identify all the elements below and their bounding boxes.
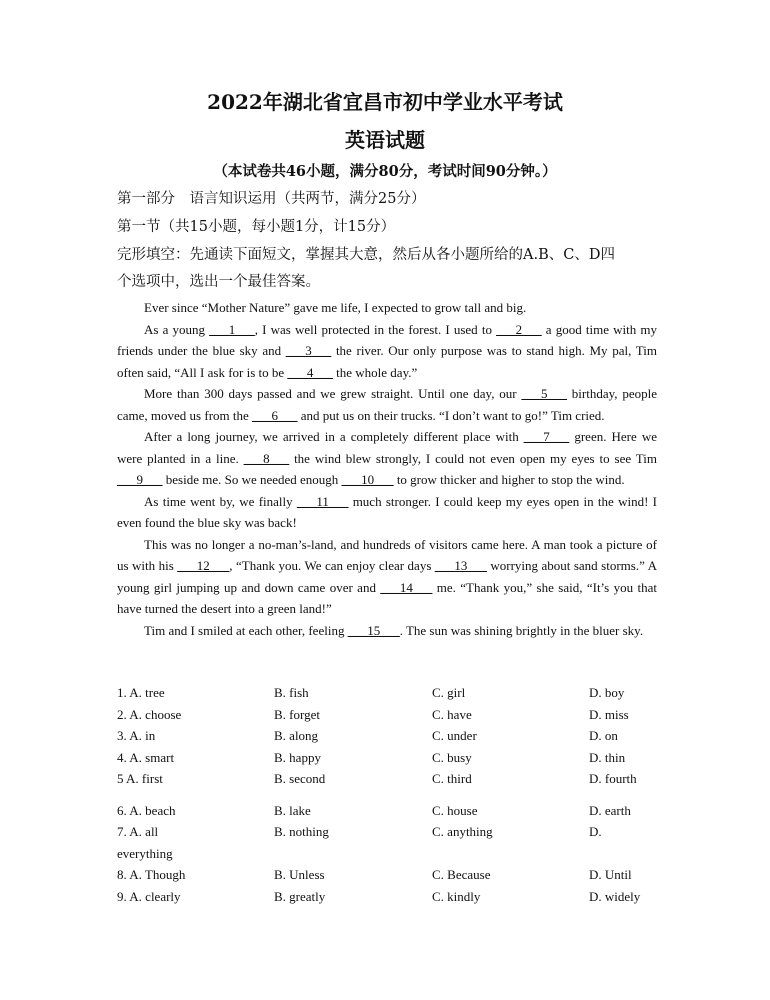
option-d[interactable]: D.	[589, 824, 602, 839]
option-d[interactable]: D. fourth	[589, 771, 637, 786]
option-b[interactable]: B. happy	[274, 749, 321, 765]
passage-paragraph-3	[117, 383, 657, 426]
passage-text: to grow thicker and higher to stop the wind.	[393, 472, 625, 487]
blank-2: ___2___	[496, 321, 542, 337]
option-d[interactable]: D. thin	[589, 749, 626, 765]
blank-7: ___7___	[523, 429, 570, 444]
passage-paragraph-2	[117, 319, 657, 384]
option-b[interactable]: B. forget	[274, 706, 320, 722]
exam-subtitle: 英语试题	[345, 128, 425, 152]
option-c[interactable]: C. under	[432, 728, 477, 743]
passage-text: birthday, people came, moved us from the	[117, 386, 657, 423]
option-c[interactable]: C. have	[432, 706, 472, 722]
option-b[interactable]: B. lake	[274, 802, 311, 818]
blank-4: ___4___	[287, 364, 333, 380]
passage-text: . The sun was shining brightly in the bluer sky.	[399, 622, 644, 638]
option-row-4	[117, 747, 657, 769]
option-a[interactable]: 8. A. Though	[117, 867, 186, 882]
option-a[interactable]: 7. A. all	[117, 824, 159, 839]
blank-5: ___5___	[521, 386, 567, 401]
exam-note: （本试卷共46小题，满分80分，考试时间90分钟。）	[213, 163, 557, 180]
answer-options	[117, 682, 657, 907]
option-row-2	[117, 704, 657, 726]
passage-text: me. “Thank you,” she said, “It’s you that have turned the desert into a green land!”	[117, 579, 658, 616]
option-a[interactable]: 2. A. choose	[117, 706, 182, 722]
passage-text: green. Here we were planted in a line.	[117, 429, 657, 466]
option-row-3	[117, 725, 657, 747]
option-d[interactable]: D. on	[589, 728, 618, 743]
option-d-wrapped-text[interactable]: everything	[117, 845, 173, 861]
blank-11: ___11___	[296, 493, 349, 509]
option-row-9	[117, 886, 657, 908]
option-d[interactable]: D. widely	[589, 888, 641, 904]
passage-text: , “Thank you. We can enjoy clear days	[229, 558, 435, 573]
passage-text: a good time with my friends under the blue sky and	[117, 321, 658, 358]
passage-text: , I was well protected in the forest. I used to	[254, 321, 497, 337]
option-row-8	[117, 864, 657, 886]
passage-text: Ever since “Mother Nature” gave me life, I expected to grow tall and big.	[144, 300, 527, 315]
blank-1: ___1___	[209, 321, 255, 337]
passage-paragraph-4	[117, 426, 657, 491]
passage-text: After a long journey, we arrived in a completely different place with	[144, 429, 524, 444]
option-row-6	[117, 800, 657, 822]
exam-title: 2022年湖北省宜昌市初中学业水平考试	[207, 90, 563, 114]
option-a[interactable]: 9. A. clearly	[117, 888, 181, 904]
option-c[interactable]: C. kindly	[432, 888, 481, 904]
option-b[interactable]: B. greatly	[274, 888, 326, 904]
option-b[interactable]: B. along	[274, 728, 319, 743]
blank-3: ___3___	[285, 343, 332, 358]
blank-13: ___13___	[434, 558, 487, 573]
option-a[interactable]: 1. A. tree	[117, 685, 165, 700]
option-a[interactable]: 5 A. first	[117, 771, 163, 786]
blank-8: ___8___	[243, 450, 290, 466]
passage-paragraph-5	[117, 491, 657, 534]
option-c[interactable]: C. busy	[432, 749, 472, 765]
passage-text: the river. Our only purpose was to stand high. My pal, Tim often said, “All I ask for is to be	[117, 343, 657, 380]
option-c[interactable]: C. Because	[432, 867, 491, 882]
blank-10: ___10___	[341, 472, 394, 487]
passage-text: and put us on their trucks. “I don’t want to go!” Tim cried.	[297, 407, 605, 423]
instruction-line-1: 完形填空：先通读下面短文，掌握其大意，然后从各小题所给的A.B、C、D四	[117, 247, 615, 263]
option-b[interactable]: B. fish	[274, 685, 309, 700]
passage-text: much stronger. I could keep my eyes open in the wind! I even found the blue sky was back!	[117, 493, 657, 530]
option-row-7	[117, 821, 657, 843]
passage-text: the wind blew strongly, I could not even open my eyes to see Tim	[289, 450, 657, 466]
passage-text: worrying about sand storms.” A young girl jumping up and down came over and	[117, 558, 658, 595]
blank-9: ___9___	[117, 472, 163, 487]
part1-heading: 第一部分 语言知识运用（共两节，满分25分）	[117, 191, 426, 207]
option-row-5	[117, 768, 657, 800]
option-d[interactable]: D. earth	[589, 802, 631, 818]
option-a[interactable]: 4. A. smart	[117, 749, 175, 765]
passage-paragraph-1	[117, 297, 657, 319]
blank-12: ___12___	[177, 558, 230, 573]
option-b[interactable]: B. second	[274, 771, 326, 786]
passage-text: Tim and I smiled at each other, feeling	[144, 622, 348, 638]
option-d[interactable]: D. boy	[589, 685, 625, 700]
passage-text: More than 300 days passed and we grew straight. Until one day, our	[144, 386, 522, 401]
instruction-line-2: 个选项中，选出一个最佳答案。	[117, 274, 320, 290]
passage-text: beside me. So we needed enough	[162, 472, 342, 487]
passage-text: As a young	[144, 321, 210, 337]
option-c[interactable]: C. third	[432, 771, 472, 786]
option-row-1	[117, 682, 657, 704]
option-c[interactable]: C. girl	[432, 685, 466, 700]
passage-paragraph-6	[117, 534, 657, 620]
option-d[interactable]: D. Until	[589, 867, 632, 882]
passage-text: the whole day.”	[332, 364, 418, 380]
passage-paragraph-7	[117, 620, 657, 642]
section1-heading: 第一节（共15小题，每小题1分，计15分）	[117, 219, 396, 235]
option-b[interactable]: B. Unless	[274, 867, 325, 882]
cloze-passage	[117, 297, 657, 641]
blank-15: ___15___	[347, 622, 400, 638]
passage-text: This was no longer a no-man’s-land, and hundreds of visitors came here. A man took a picture of us with his	[117, 536, 657, 573]
blank-14: ___14___	[380, 579, 433, 595]
option-c[interactable]: C. anything	[432, 824, 493, 839]
option-a[interactable]: 6. A. beach	[117, 802, 176, 818]
passage-text: As time went by, we finally	[144, 493, 297, 509]
option-b[interactable]: B. nothing	[274, 824, 329, 839]
option-a[interactable]: 3. A. in	[117, 728, 156, 743]
option-c[interactable]: C. house	[432, 802, 478, 818]
blank-6: ___6___	[252, 407, 298, 423]
option-row-7-wrap	[117, 843, 657, 865]
option-d[interactable]: D. miss	[589, 706, 629, 722]
